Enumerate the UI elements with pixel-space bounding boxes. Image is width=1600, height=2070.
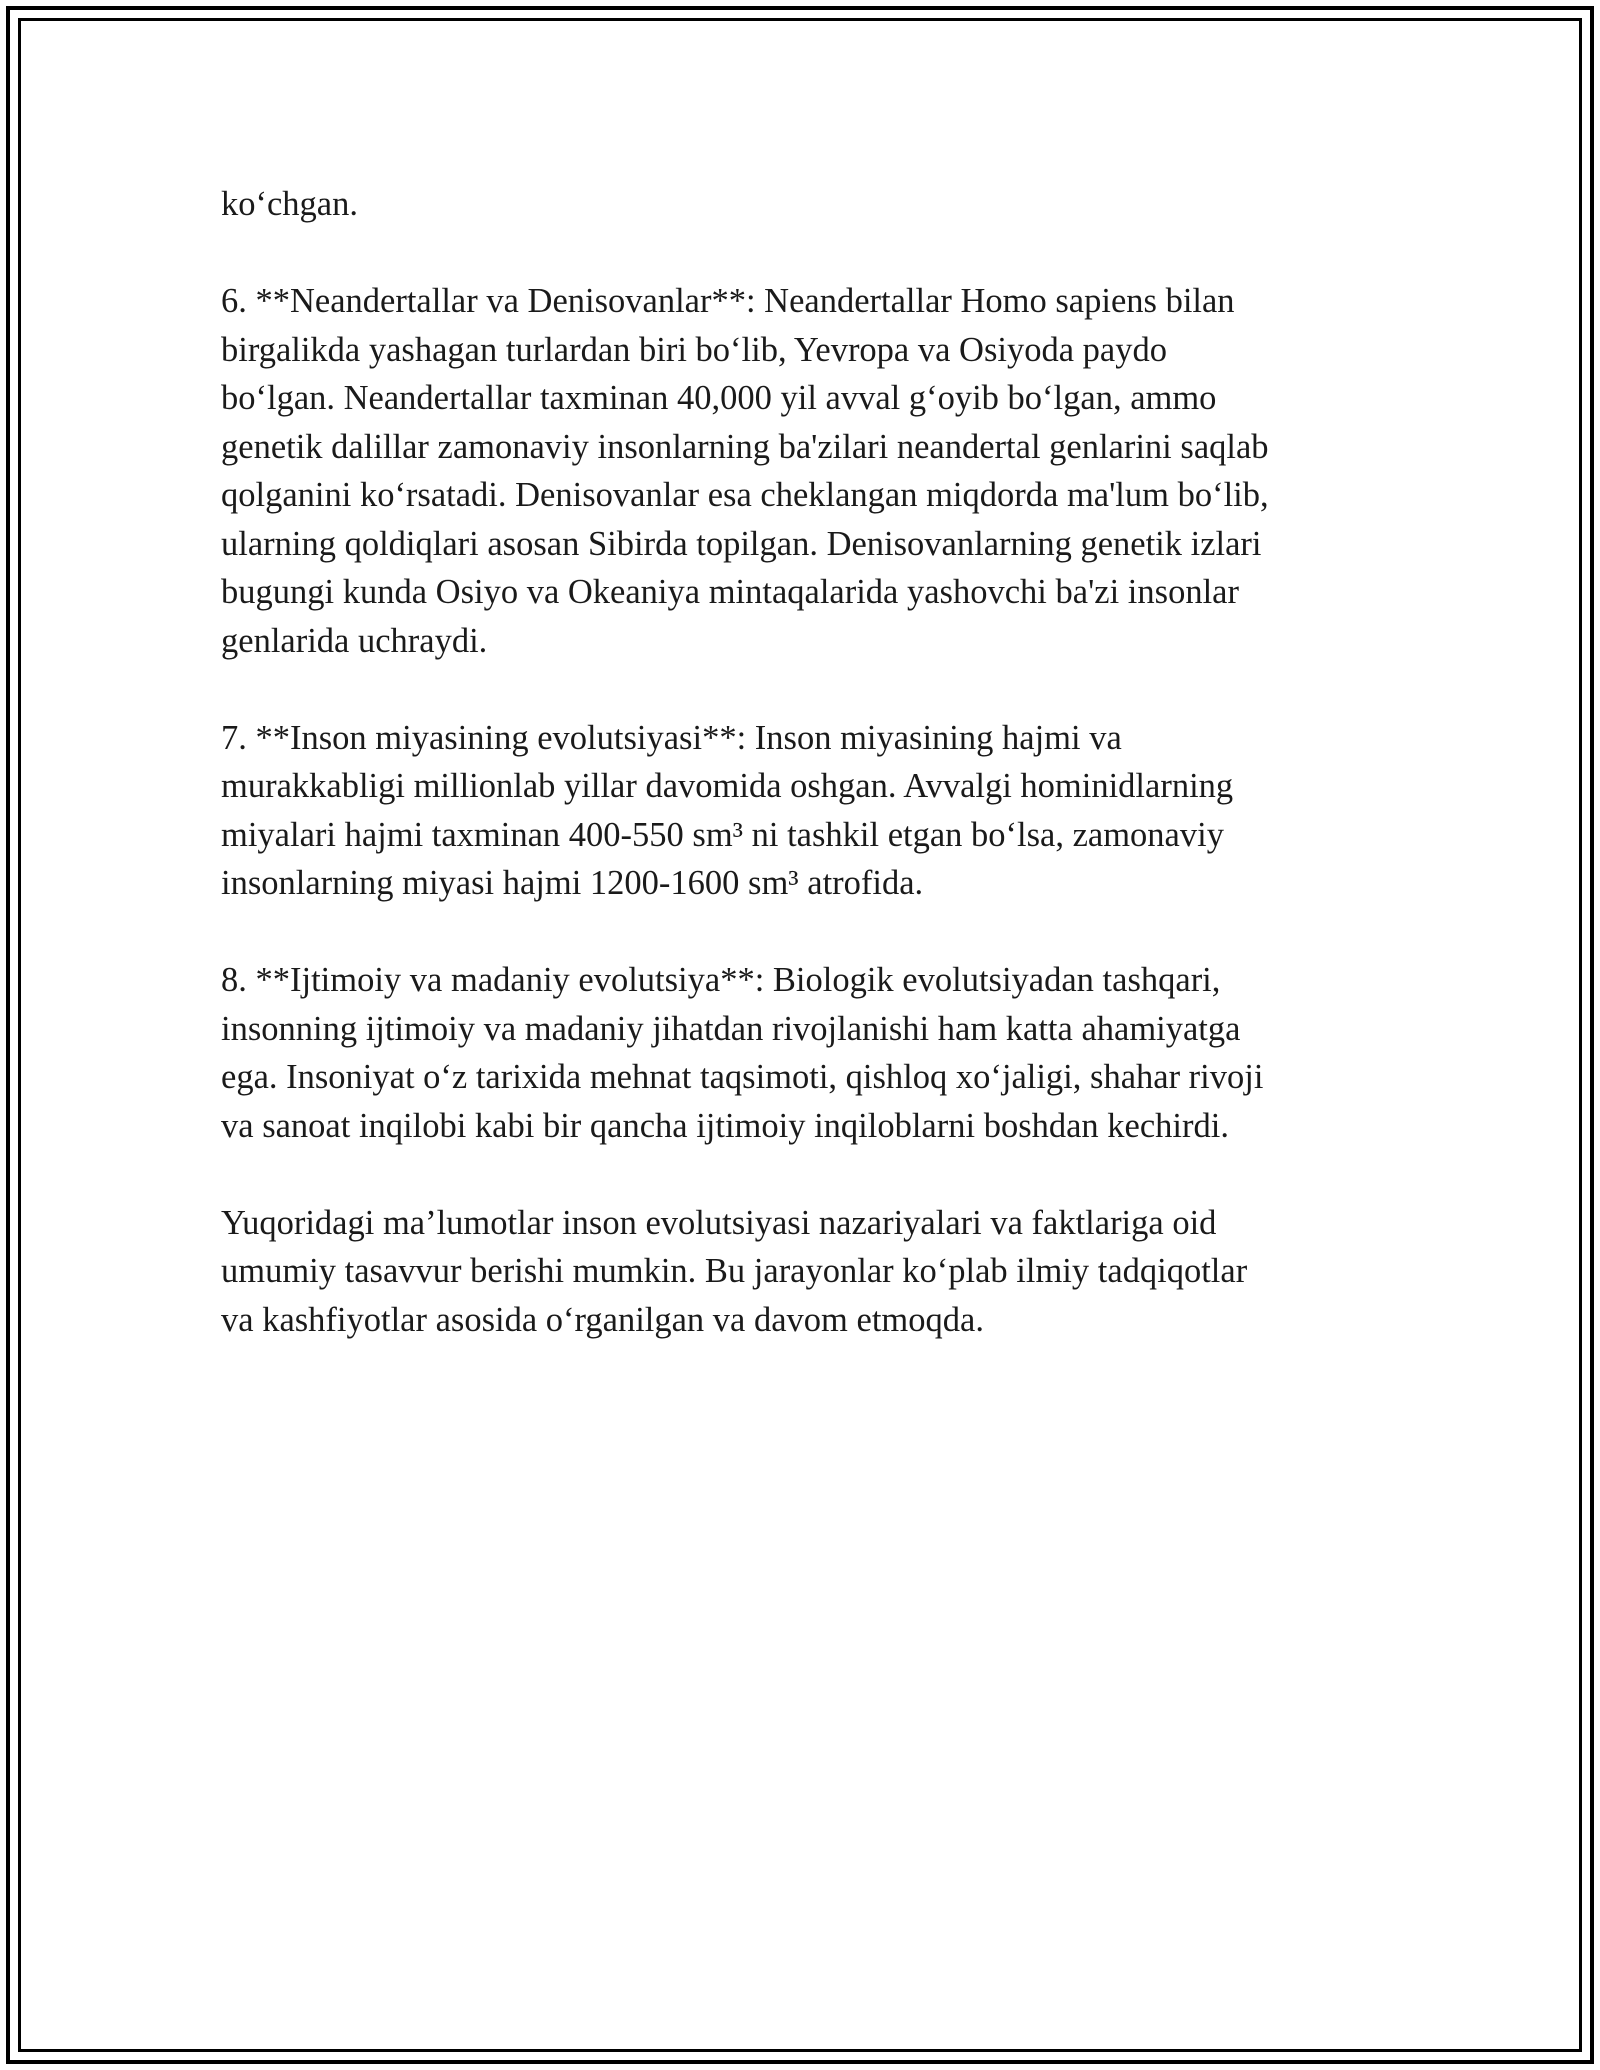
paragraph-social-cultural-evolution: 8. **Ijtimoiy va madaniy evolutsiya**: Biologik evolutsiyadan tashqari, insonning ijtimoiy va madaniy jihatdan rivojlanishi ham katta ahamiyatga ega. Insoniyat oʻz tarixida mehnat taqsimoti, qishloq xoʻjaligi, shahar rivoji va sanoat inqilobi kabi bir qancha ijtimoiy inqiloblarni boshdan kechirdi. [221, 961, 1264, 1145]
paragraph-brain-evolution: 7. **Inson miyasining evolutsiyasi**: Inson miyasining hajmi va murakkabligi millionlab yillar davomida oshgan. Avvalgi hominidlarning miyalari hajmi taxminan 400-550 sm³ ni tashkil etgan boʻlsa, zamonaviy insonlarning miyasi hajmi 1200-1600 sm³ atrofida. [221, 718, 1234, 902]
paragraph-continuation: koʻchgan. [221, 185, 358, 223]
paragraph-neandertals-denisovans: 6. **Neandertallar va Denisovanlar**: Neandertallar Homo sapiens bilan birgalikda yashagan turlardan biri boʻlib, Yevropa va Osiyoda paydo boʻlgan. Neandertallar taxminan 40,000 yil avval gʻoyib boʻlgan, ammo genetik dalillar zamonaviy insonlarning ba'zilari neandertal genlarini saqlab qolganini koʻrsatadi. Denisovanlar esa cheklangan miqdorda ma'lum boʻlib, ularning qoldiqlari asosan Sibirda topilgan. Denisovanlarning genetik izlari bugungi kunda Osiyo va Okeaniya mintaqalarida yashovchi ba'zi insonlar genlarida uchraydi. [221, 282, 1269, 660]
paragraph-conclusion: Yuqoridagi ma’lumotlar inson evolutsiyasi nazariyalari va faktlariga oid umumiy tasavvur berishi mumkin. Bu jarayonlar koʻplab ilmiy tadqiqotlar va kashfiyotlar asosida oʻrganilgan va davom etmoqda. [221, 1203, 1248, 1339]
document-body [221, 180, 1371, 1393]
